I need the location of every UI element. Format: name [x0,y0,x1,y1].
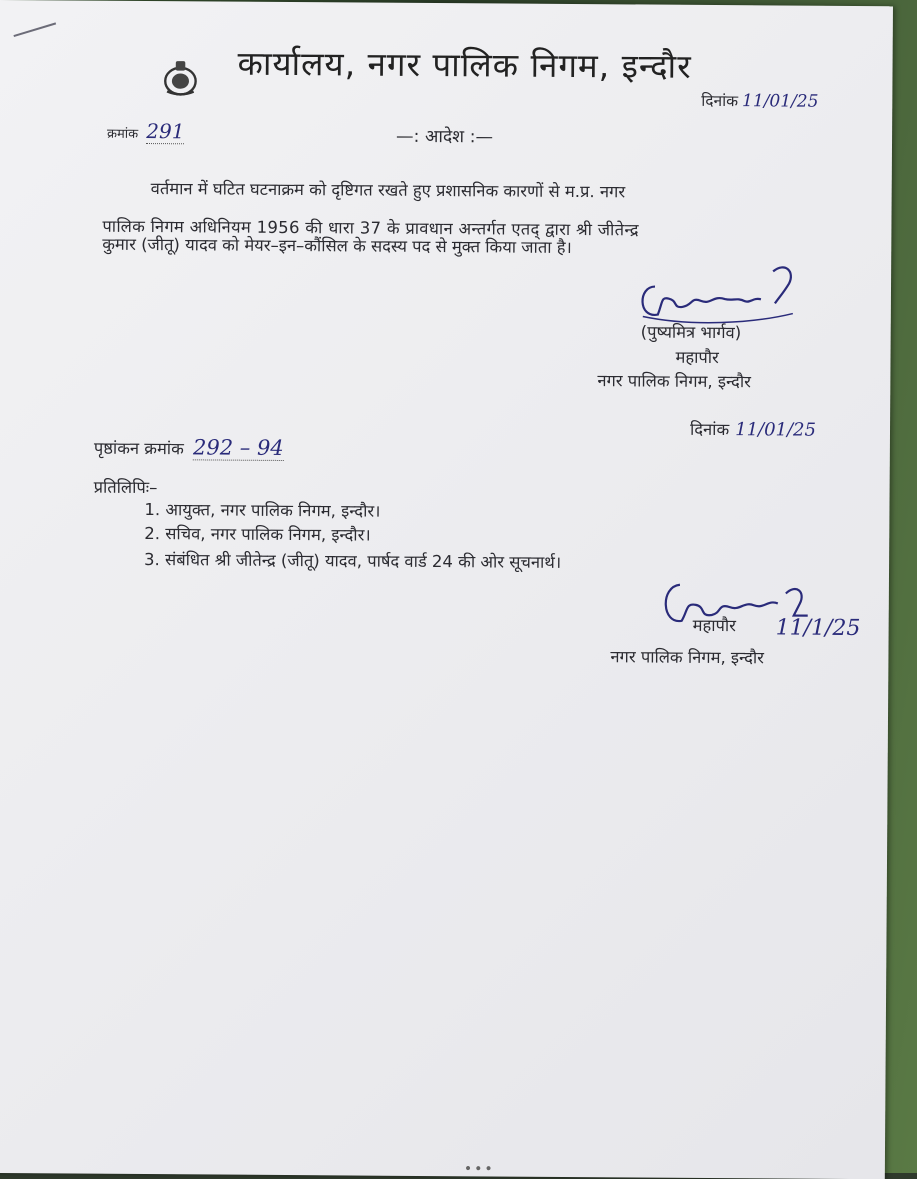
page-dots: ••• [463,1161,495,1178]
endorsement-number-label: पृष्ठांकन क्रमांक [93,438,184,459]
endorsement-number [94,435,284,461]
signatory-date [690,417,816,441]
endorsement-office: नगर पालिक निगम, इन्दौर [610,647,765,668]
pencil-mark [12,20,60,38]
order-number [107,119,185,145]
header-date-label: दिनांक [701,91,739,111]
signatory-designation: महापौर [675,347,719,368]
order-body-line-2: पालिक निगम अधिनियम 1956 की धारा 37 के प्रावधान अन्तर्गत एतद् द्वारा श्री जीतेन्द्र [102,216,639,240]
order-body-line-1: वर्तमान में घटित घटनाक्रम को दृष्टिगत रखते हुए प्रशासनिक कारणों से म.प्र. नगर [150,179,626,202]
copy-item-1: 1. आयुक्त, नगर पालिक निगम, इन्दौर। [144,500,381,521]
signatory-office: नगर पालिक निगम, इन्दौर [597,371,751,392]
endorsement-number-value: 292 – 94 [192,435,284,460]
copy-item-2: 2. सचिव, नगर पालिक निगम, इन्दौर। [144,524,371,545]
order-number-label: क्रमांक [107,126,139,142]
header-date [701,89,818,112]
signatory-date-value: 11/01/25 [735,419,817,441]
order-body-line-3: कुमार (जीतू) यादव को मेयर–इन–कौंसिल के सदस्य पद से मुक्त किया जाता है। [102,234,572,257]
endorsement-date-value: 11/1/25 [775,615,861,642]
signature-mark [633,256,803,327]
copy-label: प्रतिलिपिः– [93,477,158,498]
order-heading: —: आदेश :— [395,126,494,148]
office-title: कार्यालय, नगर पालिक निगम, इन्दौर [237,43,692,86]
endorsement-designation: महापौर [692,615,737,636]
signatory-date-label: दिनांक [689,419,730,440]
order-number-value: 291 [146,119,185,144]
copy-item-3: 3. संबंधित श्री जीतेन्द्र (जीतू) यादव, पार्षद वार्ड 24 की ओर सूचनार्थ। [144,550,562,572]
signatory-name: (पुष्यमित्र भार्गव) [640,322,742,343]
emblem-icon [161,59,199,97]
header-date-value: 11/01/25 [742,91,819,112]
